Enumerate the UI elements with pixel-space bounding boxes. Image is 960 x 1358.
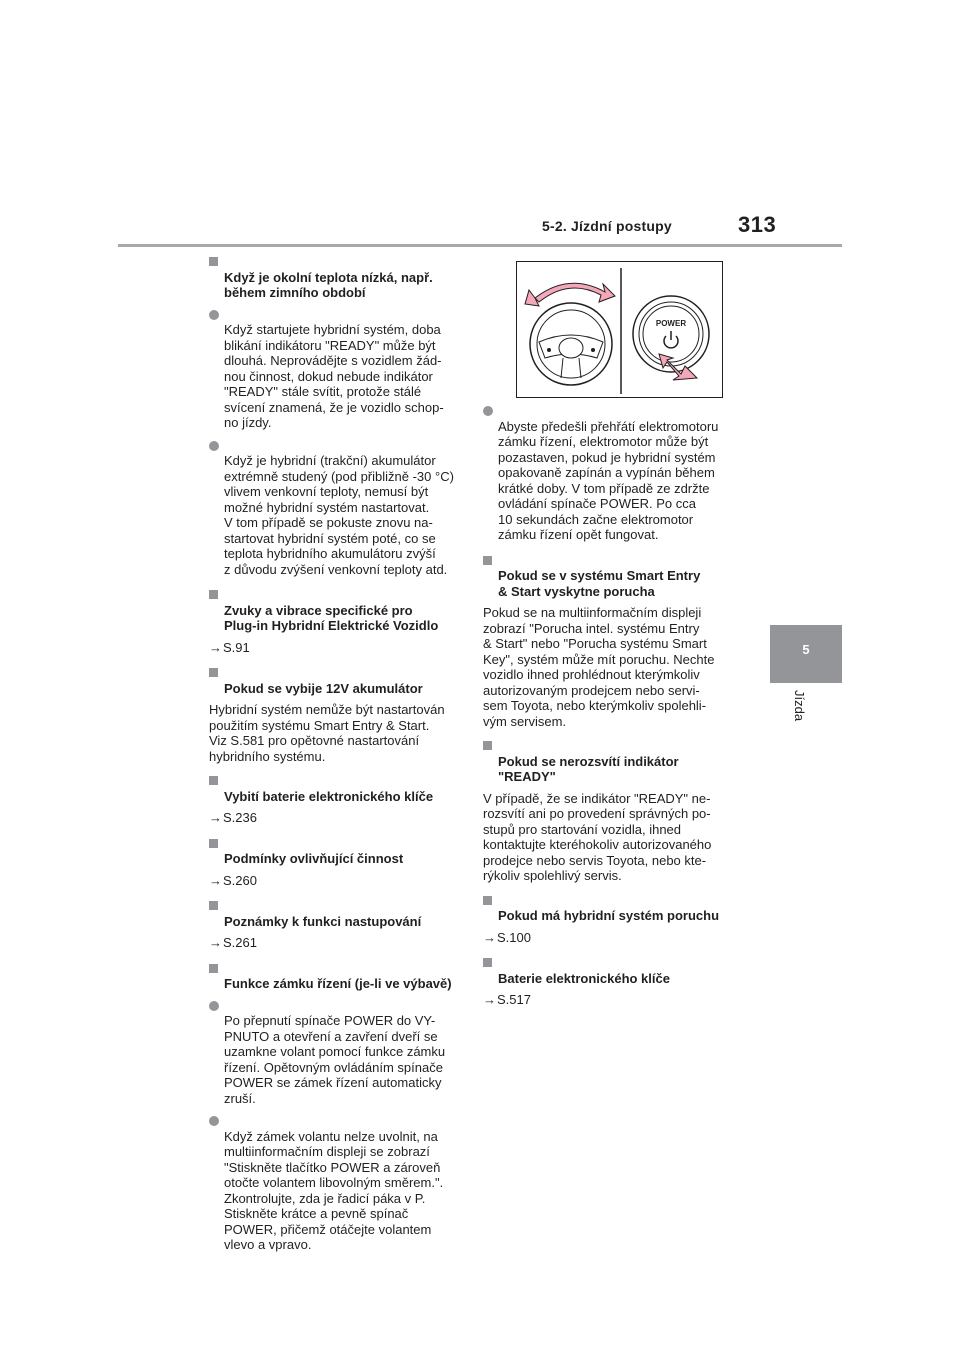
figure-illustration [517, 262, 722, 397]
page-reference-link[interactable]: →S.236 [209, 810, 257, 825]
page-reference-link[interactable]: →S.100 [483, 929, 531, 945]
arrow-right-icon: → [483, 929, 496, 945]
bullet-item: Když startujete hybridní systém, doba blikání indikátoru "READY" může být dlouhá. Neprovádějte s vozidlem žád- nou činnost, dokud nebude indikátor "READY" stále svítit, protože stálé svícení znamená, že je vozidlo schop- no jízdy. [209, 307, 471, 431]
square-bullet-icon [483, 958, 492, 967]
section-heading: Pokud se vybije 12V akumulátor [209, 665, 471, 696]
arrow-right-icon: → [483, 992, 496, 1007]
paragraph: Hybridní systém nemůže být nastartován použitím systému Smart Entry & Start. Viz S.581 pro opětovné nastartování hybridního systému. [209, 702, 445, 764]
page-number: 313 [738, 212, 777, 237]
arrow-right-icon: → [209, 639, 222, 655]
chapter-tab[interactable]: 5 [770, 625, 842, 683]
paragraph: Pokud se na multiinformačním displeji zobrazí "Porucha intel. systému Entry & Start" nebo "Porucha systému Smart Key", systém může mít poruchu. Nechte vozidlo ihned prohlédnout kterýmkoliv autorizovaným prodejcem nebo servi- sem Toyota, nebo kterýmkoliv spolehli- vým servisem. [483, 605, 715, 729]
bullet-item: Po přepnutí spínače POWER do VY- PNUTO a otevření a zavření dveří se uzamkne volant pomocí funkce zámku řízení. Opětovným ovládáním spínače POWER se zámek řízení automaticky zruší. [209, 998, 471, 1107]
arrow-right-icon: → [209, 935, 222, 950]
square-bullet-icon [209, 590, 218, 599]
section-heading: Poznámky k funkci nastupování [209, 898, 471, 929]
square-bullet-icon [483, 556, 492, 565]
circle-bullet-icon [209, 1116, 219, 1126]
bullet-item: Když zámek volantu nelze uvolnit, na multiinformačním displeji se zobrazí "Stiskněte tlačítko POWER a zároveň otočte volantem libovolným směrem.". Zkontrolujte, zda je řadicí páka v P. Stiskněte krátce a pevně spínač POWER, přičemž otáčejte volantem vlevo a vpravo. [209, 1113, 471, 1253]
section-heading: Podmínky ovlivňující činnost [209, 836, 471, 867]
paragraph: V případě, že se indikátor "READY" ne- rozsvítí ani po provedení správných po- stupů pro startování vozidla, ihned kontaktujte kteréhokoliv autorizovaného prodejce nebo servis Toyota, nebo kte- rýkoliv spolehlivý servis. [483, 790, 712, 883]
right-column [483, 403, 745, 1018]
circle-bullet-icon [209, 441, 219, 451]
circle-bullet-icon [209, 1001, 219, 1011]
page-reference-link[interactable]: →S.91 [209, 639, 250, 655]
arrow-right-icon: → [209, 810, 222, 825]
section-heading: Baterie elektronického klíče [483, 955, 745, 986]
square-bullet-icon [209, 839, 218, 848]
circle-bullet-icon [209, 310, 219, 320]
section-heading: Pokud má hybridní systém poruchu [483, 893, 745, 924]
arrow-right-icon: → [209, 872, 222, 888]
section-heading: Vybití baterie elektronického klíče [209, 773, 471, 804]
bullet-item: Když je hybridní (trakční) akumulátor extrémně studený (pod přibližně -30 °C) vlivem venkovní teploty, nemusí být možné hybridní systém nastartovat. V tom případě se pokuste znovu na- startovat hybridní systém poté, co se teplota hybridního akumulátoru zvýší z důvodu zvýšení venkovní teploty atd. [209, 438, 471, 578]
square-bullet-icon [483, 896, 492, 905]
circle-bullet-icon [483, 406, 493, 416]
page-reference-link[interactable]: →S.517 [483, 992, 531, 1007]
section-heading: Zvuky a vibrace specifické pro Plug-in Hybridní Elektrické Vozidlo [209, 587, 471, 634]
steering-wheel-icon [530, 303, 612, 385]
steering-lock-figure [516, 261, 723, 398]
header-divider [118, 244, 842, 247]
chapter-label: Jízda [792, 690, 807, 722]
power-button-label: POWER [655, 319, 687, 328]
left-column [209, 254, 471, 1260]
square-bullet-icon [209, 668, 218, 677]
square-bullet-icon [209, 964, 218, 973]
section-heading: Pokud se nerozsvítí indikátor "READY" [483, 738, 745, 785]
power-button-icon [633, 296, 709, 372]
section-title: 5-2. Jízdní postupy [542, 218, 672, 234]
bullet-item: Abyste předešli přehřátí elektromotoru zámku řízení, elektromotor může být pozastaven, pokud je hybridní systém opakovaně zapínán a vypínán během krátké doby. V tom případě ze zdržte ovládání spínače POWER. Po cca 10 sekundách začne elektromotor zámku řízení opět fungovat. [483, 403, 745, 543]
square-bullet-icon [483, 741, 492, 750]
square-bullet-icon [209, 901, 218, 910]
page-reference-link[interactable]: →S.261 [209, 935, 257, 950]
section-heading: Pokud se v systému Smart Entry & Start vyskytne porucha [483, 553, 745, 600]
square-bullet-icon [209, 257, 218, 266]
section-heading: Když je okolní teplota nízká, např. během zimního období [209, 254, 471, 301]
square-bullet-icon [209, 776, 218, 785]
section-heading: Funkce zámku řízení (je-li ve výbavě) [209, 961, 471, 992]
page-reference-link[interactable]: →S.260 [209, 872, 257, 888]
